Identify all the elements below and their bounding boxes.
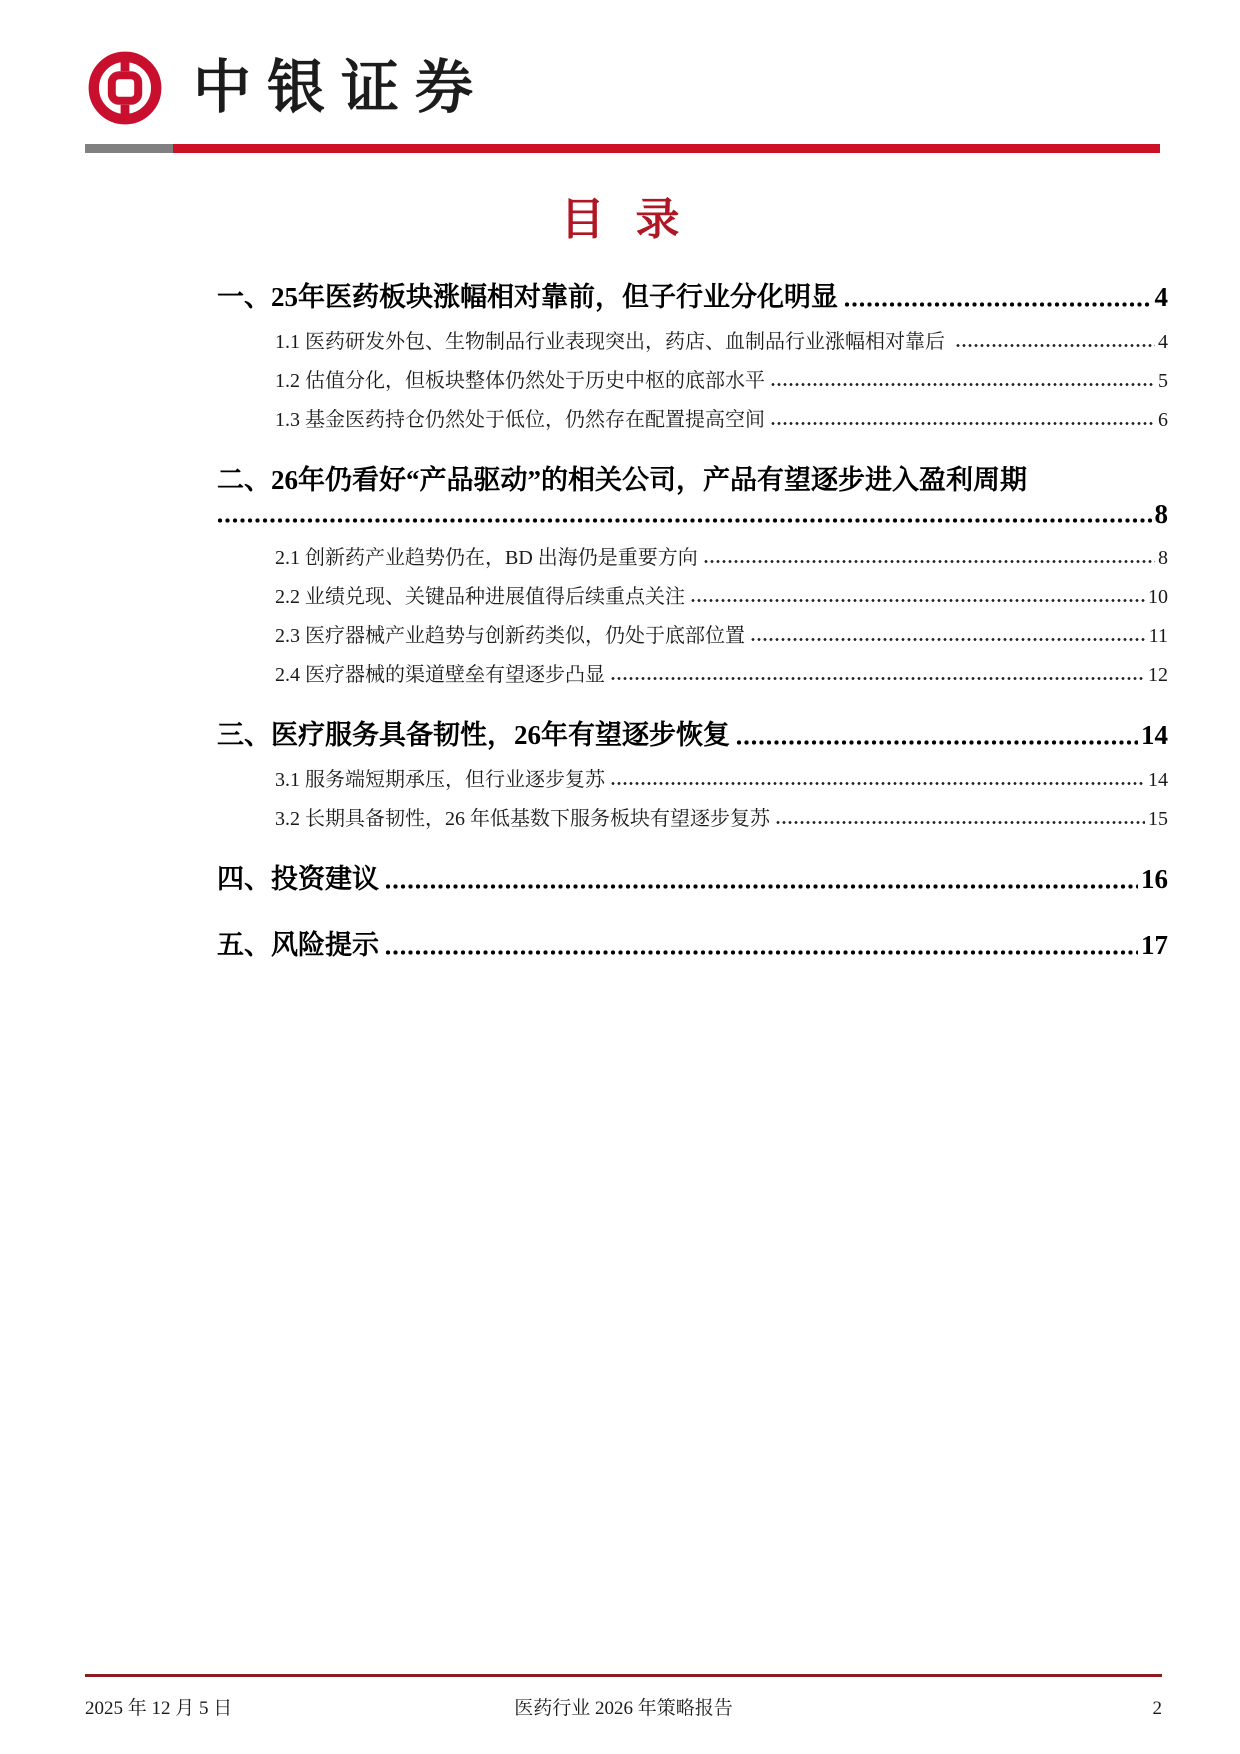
toc-item-label: 二、26年仍看好“产品驱动”的相关公司，产品有望逐步进入盈利周期 bbox=[217, 464, 1027, 495]
boc-emblem-icon bbox=[85, 46, 165, 130]
footer-rule bbox=[85, 1674, 1162, 1677]
toc-item[interactable] bbox=[275, 369, 1168, 393]
toc-item[interactable] bbox=[217, 281, 1168, 315]
report-header bbox=[0, 0, 1240, 153]
toc-item-label: 三、医疗服务具备韧性，26年有望逐步恢复 bbox=[217, 720, 730, 751]
toc-item-label: 一、25年医药板块涨幅相对靠前，但子行业分化明显 bbox=[217, 282, 838, 312]
header-rule-gray-segment bbox=[85, 144, 173, 153]
toc-page-number: 6 bbox=[1158, 408, 1168, 431]
brand bbox=[85, 46, 1160, 130]
toc-title: 目 录 bbox=[560, 195, 690, 244]
footer-page-number: 2 bbox=[1152, 1698, 1163, 1719]
toc-page-number: 16 bbox=[1141, 864, 1168, 894]
header-rule bbox=[85, 144, 1160, 153]
toc-item-label: 2.4 医疗器械的渠道壁垒有望逐步凸显 bbox=[275, 664, 605, 687]
toc-item-label: 1.3 基金医药持仓仍然处于低位，仍然存在配置提高空间 bbox=[275, 408, 765, 431]
toc-page-number: 10 bbox=[1148, 586, 1168, 609]
toc-page-number: 12 bbox=[1148, 664, 1168, 687]
toc-item[interactable] bbox=[217, 863, 1168, 897]
toc-page-number: 14 bbox=[1148, 769, 1168, 791]
header-rule-red-segment bbox=[173, 144, 1160, 153]
toc-item-label: 四、投资建议 bbox=[217, 864, 379, 894]
toc-item[interactable] bbox=[275, 585, 1168, 609]
toc-page-number: 14 bbox=[1141, 720, 1168, 751]
toc-dot-leader bbox=[751, 636, 1146, 643]
toc-item[interactable] bbox=[275, 663, 1168, 687]
toc-item[interactable] bbox=[275, 768, 1168, 792]
toc-dot-leader bbox=[385, 949, 1138, 956]
toc-page-number: 5 bbox=[1158, 369, 1168, 392]
toc-dot-leader bbox=[611, 675, 1145, 682]
toc-dot-leader bbox=[776, 819, 1145, 826]
toc-page-number: 8 bbox=[1158, 547, 1168, 570]
toc-dot-leader bbox=[611, 780, 1145, 787]
toc-dot-leader bbox=[385, 883, 1138, 890]
toc-dot-leader bbox=[691, 597, 1145, 604]
brand-name: 中银证券 bbox=[193, 55, 490, 121]
toc-item[interactable] bbox=[217, 464, 1168, 532]
toc-page-number: 11 bbox=[1148, 625, 1168, 648]
toc-item-label: 2.3 医疗器械产业趋势与创新药类似，仍处于底部位置 bbox=[275, 625, 745, 648]
report-footer bbox=[85, 1674, 1162, 1720]
toc-page-number: 8 bbox=[1154, 498, 1168, 529]
toc-dot-leader bbox=[771, 381, 1155, 388]
toc-dot-leader bbox=[844, 301, 1152, 308]
toc-item[interactable] bbox=[275, 330, 1168, 354]
toc-item[interactable] bbox=[275, 408, 1168, 432]
toc-dot-leader bbox=[704, 558, 1155, 565]
toc-page-number: 4 bbox=[1154, 282, 1168, 312]
toc-item[interactable] bbox=[217, 929, 1168, 963]
toc-item-label: 2.1 创新药产业趋势仍在，BD 出海仍是重要方向 bbox=[275, 547, 698, 570]
table-of-contents bbox=[217, 281, 1168, 963]
toc-page-number: 4 bbox=[1158, 330, 1168, 353]
toc-dot-leader bbox=[771, 420, 1155, 427]
toc-item[interactable] bbox=[275, 624, 1168, 648]
toc-item-label: 1.2 估值分化，但板块整体仍然处于历史中枢的底部水平 bbox=[275, 369, 765, 392]
toc-item-label: 3.1 服务端短期承压，但行业逐步复苏 bbox=[275, 769, 605, 791]
toc-item-label: 五、风险提示 bbox=[217, 929, 379, 960]
toc-dot-leader bbox=[956, 342, 1155, 349]
toc-item-label: 3.2 长期具备韧性，26 年低基数下服务板块有望逐步复苏 bbox=[275, 808, 770, 830]
toc-item[interactable] bbox=[217, 719, 1168, 753]
toc-page-number: 15 bbox=[1148, 808, 1168, 830]
footer-report-title: 医药行业 2026 年策略报告 bbox=[514, 1698, 733, 1719]
toc-item-label: 2.2 业绩兑现、关键品种进展值得后续重点关注 bbox=[275, 586, 685, 609]
toc-page-number: 17 bbox=[1141, 929, 1168, 960]
footer-row bbox=[85, 1693, 1162, 1720]
toc-item[interactable] bbox=[275, 807, 1168, 831]
toc-dot-leader bbox=[217, 517, 1152, 524]
toc-dot-leader bbox=[736, 739, 1138, 746]
toc-item[interactable] bbox=[275, 546, 1168, 570]
toc-item-label: 1.1 医药研发外包、生物制品行业表现突出，药店、血制品行业涨幅相对靠后 bbox=[275, 330, 950, 353]
footer-date: 2025 年 12 月 5 日 bbox=[85, 1698, 233, 1719]
